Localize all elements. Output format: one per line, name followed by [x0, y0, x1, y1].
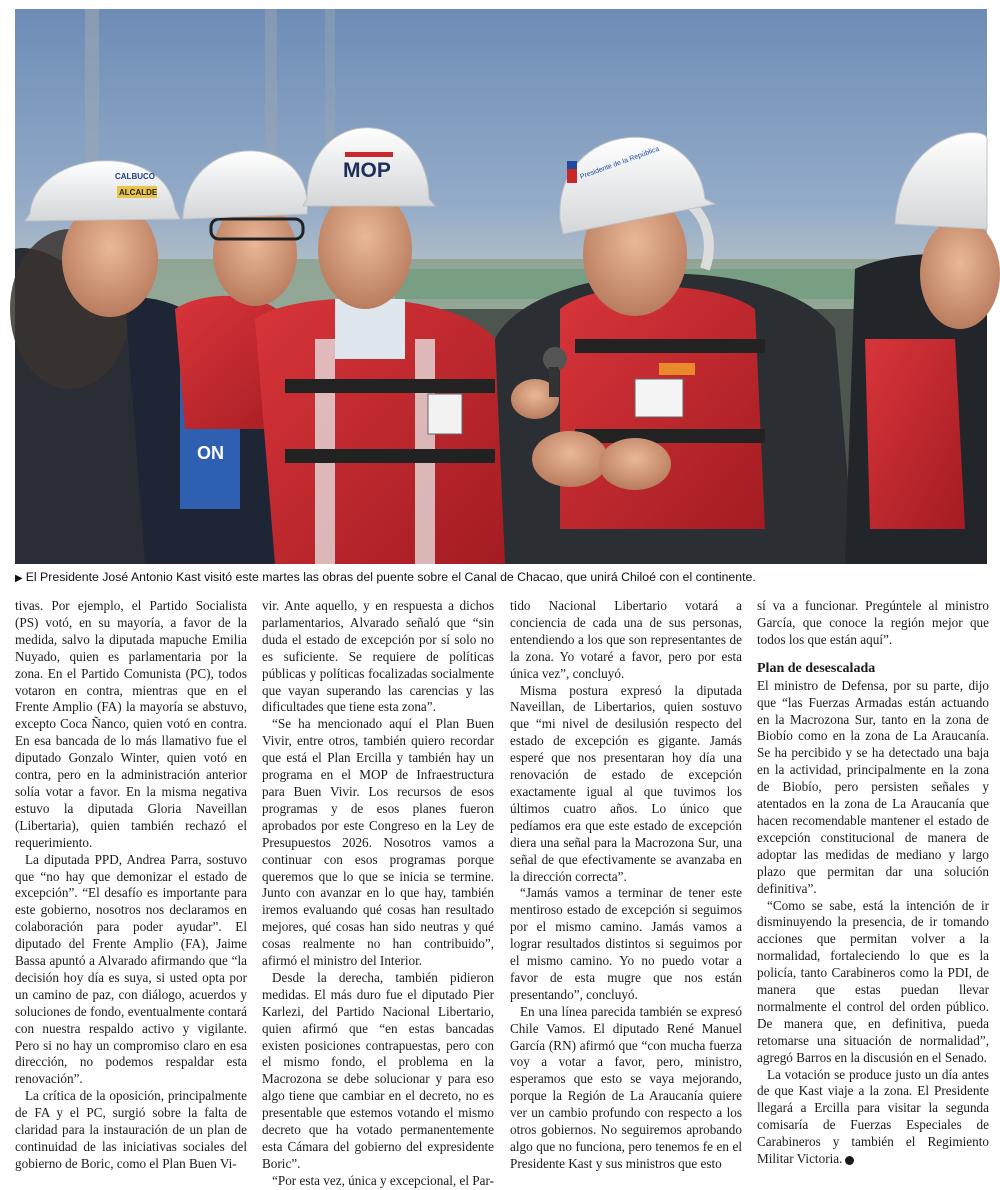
col2-paragraph-1: vir. Ante aquello, y en respuesta a dichos parlamentarios, Alvarado señaló que “sin duda el estado de excepción por sí solo no es suficiente. Se requiere de políticas públicas y políticas focalizadas socialmente que vayan superando las carencias y las dificultades que tiene esta zona”. [262, 598, 494, 715]
col3-paragraph-2: Misma postura expresó la diputada Naveillan, de Libertarios, quien sostuvo que “mi nivel de desilusión respecto del estado de excepción es gigante. Jamás esperé que nos presentaran hoy día una renovación de estado de excepción exactamente igual al que tuvimos los últimos cuatro años. Lo único que pedíamos era que este estado de excepción diera una señal para la Macrozona Sur, una señal de que efectivamente se avanzaba en la dirección correcta”. [510, 682, 742, 884]
photo-caption [15, 568, 987, 586]
vest-fragment-text: ON [197, 443, 224, 463]
col4-intro: sí va a funcionar. Pregúntele al ministro García, que conoce la región mejor que todos los que están aquí”. [757, 598, 989, 647]
col2-paragraph-4: “Por esta vez, única y excepcional, el Par- [272, 1172, 494, 1188]
col3-paragraph-1: tido Nacional Libertario votará a conciencia de cada una de sus personas, entendiendo a los que son representantes de la zona. Yo votaré a favor, pero por esta única vez”, concluyó. [510, 598, 742, 681]
col4-paragraph-1: El ministro de Defensa, por su parte, dijo que “las Fuerzas Armadas están actuando en la Macrozona Sur, tanto en la zona de Biobío como en la zona de La Araucanía. Se ha percibido y se ha detectado una baja en la actividad, principalmente en la zona de Biobío, pero persisten señales y atentados en la zona de La Araucanía que hacen recomendable mantener el estado de excepción constitucional de manera de adoptar las medidas de mediano y largo plazo que permitan dar una solución definitiva”. [757, 677, 989, 896]
end-of-article-icon [845, 1156, 854, 1165]
section-heading: Plan de desescalada [757, 660, 876, 676]
helmet-mop-text: MOP [343, 159, 391, 182]
col4-paragraph-2: “Como se sabe, está la intención de ir disminuyendo la presencia, de ir tomando acciones que permitan volver a la normalidad, fortaleciendo lo que es la policía, tanto Carabineros como la PDI, de manera que estas puedan llevar normalmente el control del orden público. De manera que, en definitiva, pueda retomarse una situación de normalidad”, agregó Barros en la discusión en el Senado. [757, 897, 989, 1065]
article-column-1 [15, 598, 247, 1171]
col4-paragraph-3 [757, 1067, 989, 1168]
article-column-3 [510, 598, 742, 1171]
col3-paragraph-3: “Jamás vamos a terminar de tener este mentiroso estado de excepción si seguimos por el mismo camino. Jamás vamos a lograr resultados distintos si seguimos por el mismo camino. Yo no puedo votar a favor de esta mugre que nos están presentando”, concluyó. [510, 885, 742, 1002]
caption-arrow-icon: ▶ [15, 573, 23, 584]
article-column-4 [757, 598, 989, 1167]
helmet-alcalde-text: ALCALDE [119, 188, 158, 197]
helmet-calbuco-text: CALBUCO [115, 172, 155, 181]
col1-paragraph-1: tivas. Por ejemplo, el Partido Socialista (PS) votó, en su mayoría, a favor de la medida, salvo la diputada mapuche Emilia Nuyado, quien es parlamentaria por la zona. En el Partido Comunista (PC), todos votaron en contra, mientras que en el Frente Amplio (FA) la mayoría se abstuvo, excepto Coca Ñanco, quien votó en contra. En esa bancada de lo más llamativo fue el diputado Gonzalo Winter, quien votó en contra, pero en la administración anterior solía votar a favor. En la misma negativa estuvo la diputada Gloria Naveillan (Libertaria), quien también rechazó el requerimiento. [15, 598, 247, 850]
col3-paragraph-4: En una línea parecida también se expresó Chile Vamos. El diputado René Manuel García (RN) afirmó que “con mucha fuerza voy a votar a favor, pero, ministro, esperamos que esto se vaya mejorando, porque la Región de La Araucanía quiere ver un cambio profundo con respecto a los otros gobiernos. No seguiremos aprobando algo que no funciona, pero tenemos fe en el Presidente Kast y sus ministros que esto [510, 1003, 742, 1171]
col1-paragraph-2: La diputada PPD, Andrea Parra, sostuvo que “no hay que demonizar el estado de excepción”. “El desafío es importante para este gobierno, nosotros nos declaramos en colaboración para poder ayudar”. El diputado del Frente Amplio (FA), Jaime Bassa apuntó a Alvarado afirmando que “la decisión hoy día es suya, si usted opta por un camino de paz, con diálogo, acuerdos y soluciones de fondo, eventualmente contará con nuestra respaldo activo y vigilante. Pero si no hay un compromiso claro en esa dirección, no podemos respaldar esta renovación”. [15, 851, 247, 1087]
col4-paragraph-3-text: La votación se produce justo un día antes de que Kast viaje a la zona. El Presidente llegará a Ercilla para visitar la segunda comisaría de Fuerzas Especiales de Carabineros y también el Regimiento Militar Victoria. [757, 1066, 989, 1167]
col2-paragraph-2: “Se ha mencionado aquí el Plan Buen Vivir, entre otros, también quiero recordar que está el Plan Ercilla y también hay un programa en el MOP de Infraestructura para Buen Vivir. Los recursos de esos programas y de esos planes fueron aprobados por este Congreso en la Ley de Presupuestos 2026. Nosotros vamos a continuar con esos programas porque queremos que lo que se inicia se termine. Junto con avanzar en lo que hay, también iremos evaluando qué cosas han resultado mejores, qué cosas han sido neutras y qué cosas realmente no han contribuido”, afirmó el ministro del Interior. [262, 716, 494, 969]
col1-paragraph-3: La crítica de la oposición, principalmente de FA y el PC, surgió sobre la falta de claridad para la instauración de un plan de continuidad de las iniciativas sociales del gobierno de Boric, como el Plan Buen Vi- [15, 1088, 247, 1171]
helmet-presidente-text: Presidente de la República [579, 145, 661, 181]
article-column-2 [262, 598, 494, 1188]
photo-illustration [15, 9, 987, 564]
caption-text: El Presidente José Antonio Kast visitó este martes las obras del puente sobre el Canal de Chacao, que unirá Chiloé con el continente. [25, 570, 756, 584]
col2-paragraph-3: Desde la derecha, también pidieron medidas. El más duro fue el diputado Pier Karlezi, del Partido Nacional Libertario, quien afirmó que “en estas bancadas existen posiciones contrapuestas, pero con el mismo fondo, el problema en la Macrozona se debe solucionar y para eso algo tiene que cambiar en el decreto, no es presentable que estemos votando el mismo decreto que ha votado permanentemente esta Cámara del gobierno del expresidente Boric”. [262, 969, 494, 1171]
news-photo [15, 9, 987, 564]
